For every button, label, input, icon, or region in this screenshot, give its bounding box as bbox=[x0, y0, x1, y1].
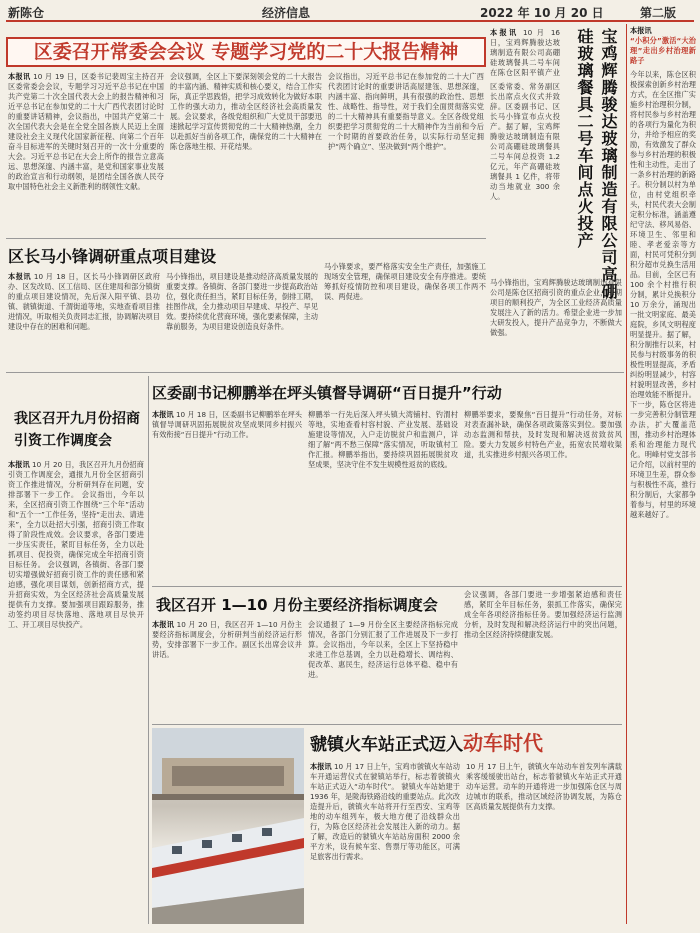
page-header bbox=[0, 0, 700, 22]
a3-body2: 马小锋指出，项目建设是推动经济高质量发展的重要支撑。各镇街、各部门要进一步提高政治站位，强化责任担当，紧盯目标任务，倒排工期，挂图作战，全力推动项目早建成、早投产、早见效。要持续优化营商环境，强化要素保障，主动靠前服务，为项目建设创造良好条件。 bbox=[166, 272, 318, 331]
a6-col1 bbox=[152, 620, 302, 720]
a5-body2: 柳鹏举一行先后深入坪头镇大湾铺村、钓渭村等地，实地查看村容村貌、产业发展、基础设施建设等情况，入户走访脱贫户和监测户，详细了解“两不愁三保障”落实情况，听取镇村工作汇报。柳鹏举指出，要持续巩固拓展脱贫攻坚成果，坚决守住不发生规模性返贫的底线。 bbox=[308, 410, 458, 469]
a1-lead: 本报讯 bbox=[8, 72, 31, 81]
sidebar-title: “小积分”激活“大治理”走出乡村治理新路子 bbox=[630, 36, 696, 65]
a7-body3: 10 月 17 日上午，虢镇火车站动车首发列车满载乘客缓缓驶出站台，标志着虢镇火车站正式开通动车运营。动车的开通将进一步加强陈仓区与周边城市的联系，推动区域经济协调发展，为陈仓区高质量发展提供有力支撑。 bbox=[466, 762, 622, 811]
a6-body1: 10 月 20 日，我区召开 1—10 月份主要经济指标调度会，分析研判当前经济运行形势，安排部署下一步工作。副区长出席会议并讲话。 bbox=[152, 620, 302, 659]
train-image bbox=[152, 728, 304, 924]
a5-body1: 10 月 18 日，区委副书记柳鹏举在坪头镇督导调研巩固拓展脱贫攻坚成果同乡村振兴有效衔接“百日提升”行动工作。 bbox=[152, 410, 302, 439]
a6-lead: 本报讯 bbox=[152, 620, 175, 629]
a6-body3: 会议强调，各部门要进一步增强紧迫感和责任感，紧盯全年目标任务，狠抓工作落实，确保完成全年各项经济指标任务。要加强经济运行监测分析，及时发现和解决经济运行中的突出问题，推动全区经济持续健康发展。 bbox=[464, 590, 622, 639]
a4-lead: 本报讯 bbox=[8, 460, 30, 469]
a6-col3 bbox=[464, 590, 622, 720]
a3-lead: 本报讯 bbox=[8, 272, 32, 281]
train-station-photo bbox=[152, 728, 304, 924]
a2-col-top bbox=[490, 28, 560, 78]
a2-title: 宝鸡辉腾骏达玻璃制造有限公司高硼硅玻璃餐具二号车间点火投产 bbox=[575, 28, 618, 300]
sidebar-header bbox=[630, 26, 696, 66]
a1-col3 bbox=[328, 72, 484, 234]
a5-body3: 柳鹏举要求，要聚焦“百日提升”行动任务，对标对表查漏补缺，确保各项政策落实到位。要加强动态监测和帮扶，及时发现和解决返贫致贫风险。要大力发展乡村特色产业，拓宽农民增收渠道，扎实推进乡村振兴各项工作。 bbox=[464, 410, 622, 459]
a6-title: 我区召开 1—10 月份主要经济指标调度会 bbox=[156, 596, 438, 614]
header-rule bbox=[6, 20, 694, 22]
a6-body2: 会议通报了 1—9 月份全区主要经济指标完成情况，各部门分别汇报了工作进展及下一步打算。会议指出，今年以来，全区上下坚持稳中求进工作总基调，全力以赴稳增长、调结构、促改革、惠民生，经济运行总体平稳、稳中有进。 bbox=[308, 620, 458, 679]
a3-title: 区长马小锋调研重点项目建设 bbox=[8, 247, 217, 266]
a7-col2 bbox=[466, 762, 622, 924]
separator-4 bbox=[152, 724, 622, 725]
a4-col bbox=[8, 460, 144, 925]
a4-body1: 10 月 20 日，我区召开九月份招商引资工作调度会，通报九月份全区招商引资工作推进情况，分析研判存在问题，安排部署下一步工作。 bbox=[8, 460, 144, 499]
a4-body2: 会议指出，今年以来，全区招商引资工作围绕“三个年”活动和“五个一”工作任务，坚持“走出去、请进来”，全力以赴招大引强，招商引资工作取得了阶段性成效。会议要求，各部门要进一步压实责任，紧盯目标任务，全力以赴抓项目、促投资，确保完成全年招商引资目标任务。 bbox=[8, 490, 144, 569]
issue-date: 2022 年 10 月 20 日 bbox=[480, 6, 604, 20]
a5-title: 区委副书记柳鹏举在坪头镇督导调研“百日提升”行动 bbox=[152, 384, 502, 402]
a4-body3: 会议强调，各镇街、各部门要切实增强做好招商引资工作的责任感和紧迫感，强化项目谋划，创新招商方式，提升招商实效，为全区经济社会高质量发展提供有力支撑。要加强项目跟踪服务，推动签约项目尽快落地、落地项目尽快开工、开工项目尽快投产。 bbox=[8, 560, 144, 629]
a7-lead: 本报讯 bbox=[310, 762, 332, 771]
a2-col-bottom bbox=[490, 278, 622, 368]
sidebar-body: 今年以来，陈仓区积极探索创新乡村治理方式，在全区推广实施乡村治理积分制，将村民参与乡村治理的各项行为量化为积分，并给予相应的奖励，有效激发了群众参与乡村治理的积极性和主动性，走出了一条乡村治理的新路子。积分制以村为单位，由村党组织牵头，村民代表大会制定积分标准，涵盖遵纪守法、移风易俗、环境卫生、邻里和睦、孝老爱亲等方面，村民可凭积分到积分超市兑换生活用品。目前，全区已有 100 余个村推行积分制，累计兑换积分 10 万余分，涌现出一批文明家庭、最美庭院，乡风文明程度明显提升。据了解，积分制推行以来，村民参与村级事务的积极性明显提高，矛盾纠纷明显减少，村容村貌明显改善，乡村治理效能不断提升。下一步，陈仓区将进一步完善积分制管理办法，扩大覆盖范围，推动乡村治理体系和治理能力现代化。明峰村党支部书记介绍，以前村里的环境卫生差，群众参与积极性不高，推行积分制后，大家都争着参与，村里的环境越来越好了。 bbox=[630, 70, 696, 519]
headline-a1: 区委召开常委会会议 专题学习党的二十大报告精神 bbox=[33, 41, 459, 63]
separator-2 bbox=[6, 372, 624, 373]
separator-3 bbox=[152, 586, 622, 587]
section-name: 经济信息 bbox=[262, 6, 311, 20]
a2-body1: 10 月 16 日，宝鸡辉腾骏达玻璃制造有限公司高硼硅玻璃餐具二号车间在陈仓区阳平镇产业 bbox=[490, 28, 560, 77]
a3-body1: 10 月 18 日，区长马小锋调研区政府办、区发改局、区工信局、区住建局和部分镇街的重点项目建设情况，先后深入阳平镇、县功镇、虢镇街道、千渭街道等地，实地查看项目推进情况，听取相关负责同志汇报，协调解决项目建设中存在的困难和问题。 bbox=[8, 272, 160, 331]
headline-banner bbox=[6, 37, 486, 67]
a3-col2 bbox=[166, 272, 318, 368]
a5-col1 bbox=[152, 410, 302, 582]
a4-title: 我区召开九月份招商引资工作调度会 bbox=[14, 411, 140, 449]
a7-body2: 虢镇火车站始建于 1936 年，是陇海铁路沿线的重要站点。此次改造提升后，虢镇火车站将开行至西安、宝鸡等地的动车组列车，极大地方便了沿线群众出行，为陈仓区经济社会发展注入新的动力。据了解，改造后的虢镇火车站站房面积 2000 余平方米，设有候车室、售票厅等功能区，可满足旅客出行需求。 bbox=[310, 782, 460, 861]
a1-body1: 10 月 19 日，区委书记裴周宝主持召开区委常委会会议，专题学习习近平总书记在中国共产党第二十次全国代表大会上的报告精神和习近平总书记在参加党的二十大广西代表团讨论时的重要讲话精神，会议指出，中国共产党第二十次全国代表大会是在全党全国各族人民迈上全面建设社会主义现代化国家新征程、向第二个百年奋斗目标进军的关键时刻召开的一次十分重要的大会。习近平总书记在大会上所作的报告立意高远、思想深邃、内涵丰富，是党和国家事业发展的政治宣言和行动纲领，是团结全国各族人民夺取中国特色社会主义新胜利的纲领性文献。 bbox=[8, 72, 164, 191]
a2-col-mid bbox=[490, 82, 560, 272]
a1-body3: 会议指出，习近平总书记在参加党的二十大广西代表团讨论时的重要讲话高屋建瓴、思想深邃，内涵丰富、指向鲜明，具有很强的政治性、思想性、战略性、指导性，对于我们全面贯彻落实党的二十大精神具有重要指导意义。全区各级党组织要把学习贯彻党的二十大精神作为当前和今后一个时期的首要政治任务，以实际行动坚定拥护“两个确立”、坚决做到“两个维护”。 bbox=[328, 72, 484, 151]
a6-col2 bbox=[308, 620, 458, 720]
a5-lead: 本报讯 bbox=[152, 410, 174, 419]
a2-lead: 本报讯 bbox=[490, 28, 519, 37]
sidebar-lead: 本报讯 bbox=[630, 26, 652, 35]
a7-title-accent: 动车时代 bbox=[463, 731, 543, 755]
a4-divider bbox=[148, 376, 149, 924]
a5-col3 bbox=[464, 410, 622, 582]
a1-col1 bbox=[8, 72, 164, 234]
sidebar-divider bbox=[626, 24, 627, 924]
a1-body2: 会议强调，全区上下要深刻领会党的二十大报告的丰富内涵、精神实质和核心要义，结合工作实际，真正学思践悟，把学习成效转化为做好本职工作的强大动力，推动全区经济社会高质量发展。会议要求，各级党组织和广大党员干部要迅速掀起学习宣传贯彻党的二十大精神热潮，全力以赴抓好当前各项工作，确保党的二十大精神在陈仓落地生根、开花结果。 bbox=[170, 72, 322, 151]
page-number: 第二版 bbox=[640, 6, 677, 20]
a2-body3: 马小锋指出，宝鸡辉腾骏达玻璃制造有限公司是陈仓区招商引资的重点企业，二期项目的顺利投产，为全区工业经济高质量发展注入了新的活力。希望企业进一步加大研发投入，提升产品竞争力，不断做大做强。 bbox=[490, 278, 622, 337]
a7-title bbox=[310, 728, 620, 758]
paper-name: 新陈仓 bbox=[8, 6, 45, 20]
a7-body1: 10 月 17 日上午，宝鸡市虢镇火车站动车开通运营仪式在虢镇站举行，标志着虢镇火车站正式迈入“动车时代”。 bbox=[310, 762, 460, 791]
a3-col1 bbox=[8, 272, 160, 368]
a3-col3 bbox=[324, 262, 486, 368]
a2-body2: 区委常委、常务副区长出席点火仪式并致辞。区委副书记、区长马小锋宣布点火投产。据了解，宝鸡辉腾骏达玻璃制造有限公司高硼硅玻璃餐具二号车间总投资 1.2 亿元，年产高硼硅玻璃餐具 1 亿件，将带动当地就业 300 余人。 bbox=[490, 82, 560, 201]
a1-col2 bbox=[170, 72, 322, 234]
a7-title-prefix: 虢镇火车站正式迈入 bbox=[310, 735, 463, 755]
a3-body3: 马小锋要求，要严格落实安全生产责任，加强施工现场安全管理，确保项目建设安全有序推进。要统筹抓好疫情防控和项目建设，确保各项工作两不误、两促进。 bbox=[324, 262, 486, 301]
a7-col1 bbox=[310, 762, 460, 924]
a5-col2 bbox=[308, 410, 458, 582]
separator-1 bbox=[6, 238, 486, 239]
